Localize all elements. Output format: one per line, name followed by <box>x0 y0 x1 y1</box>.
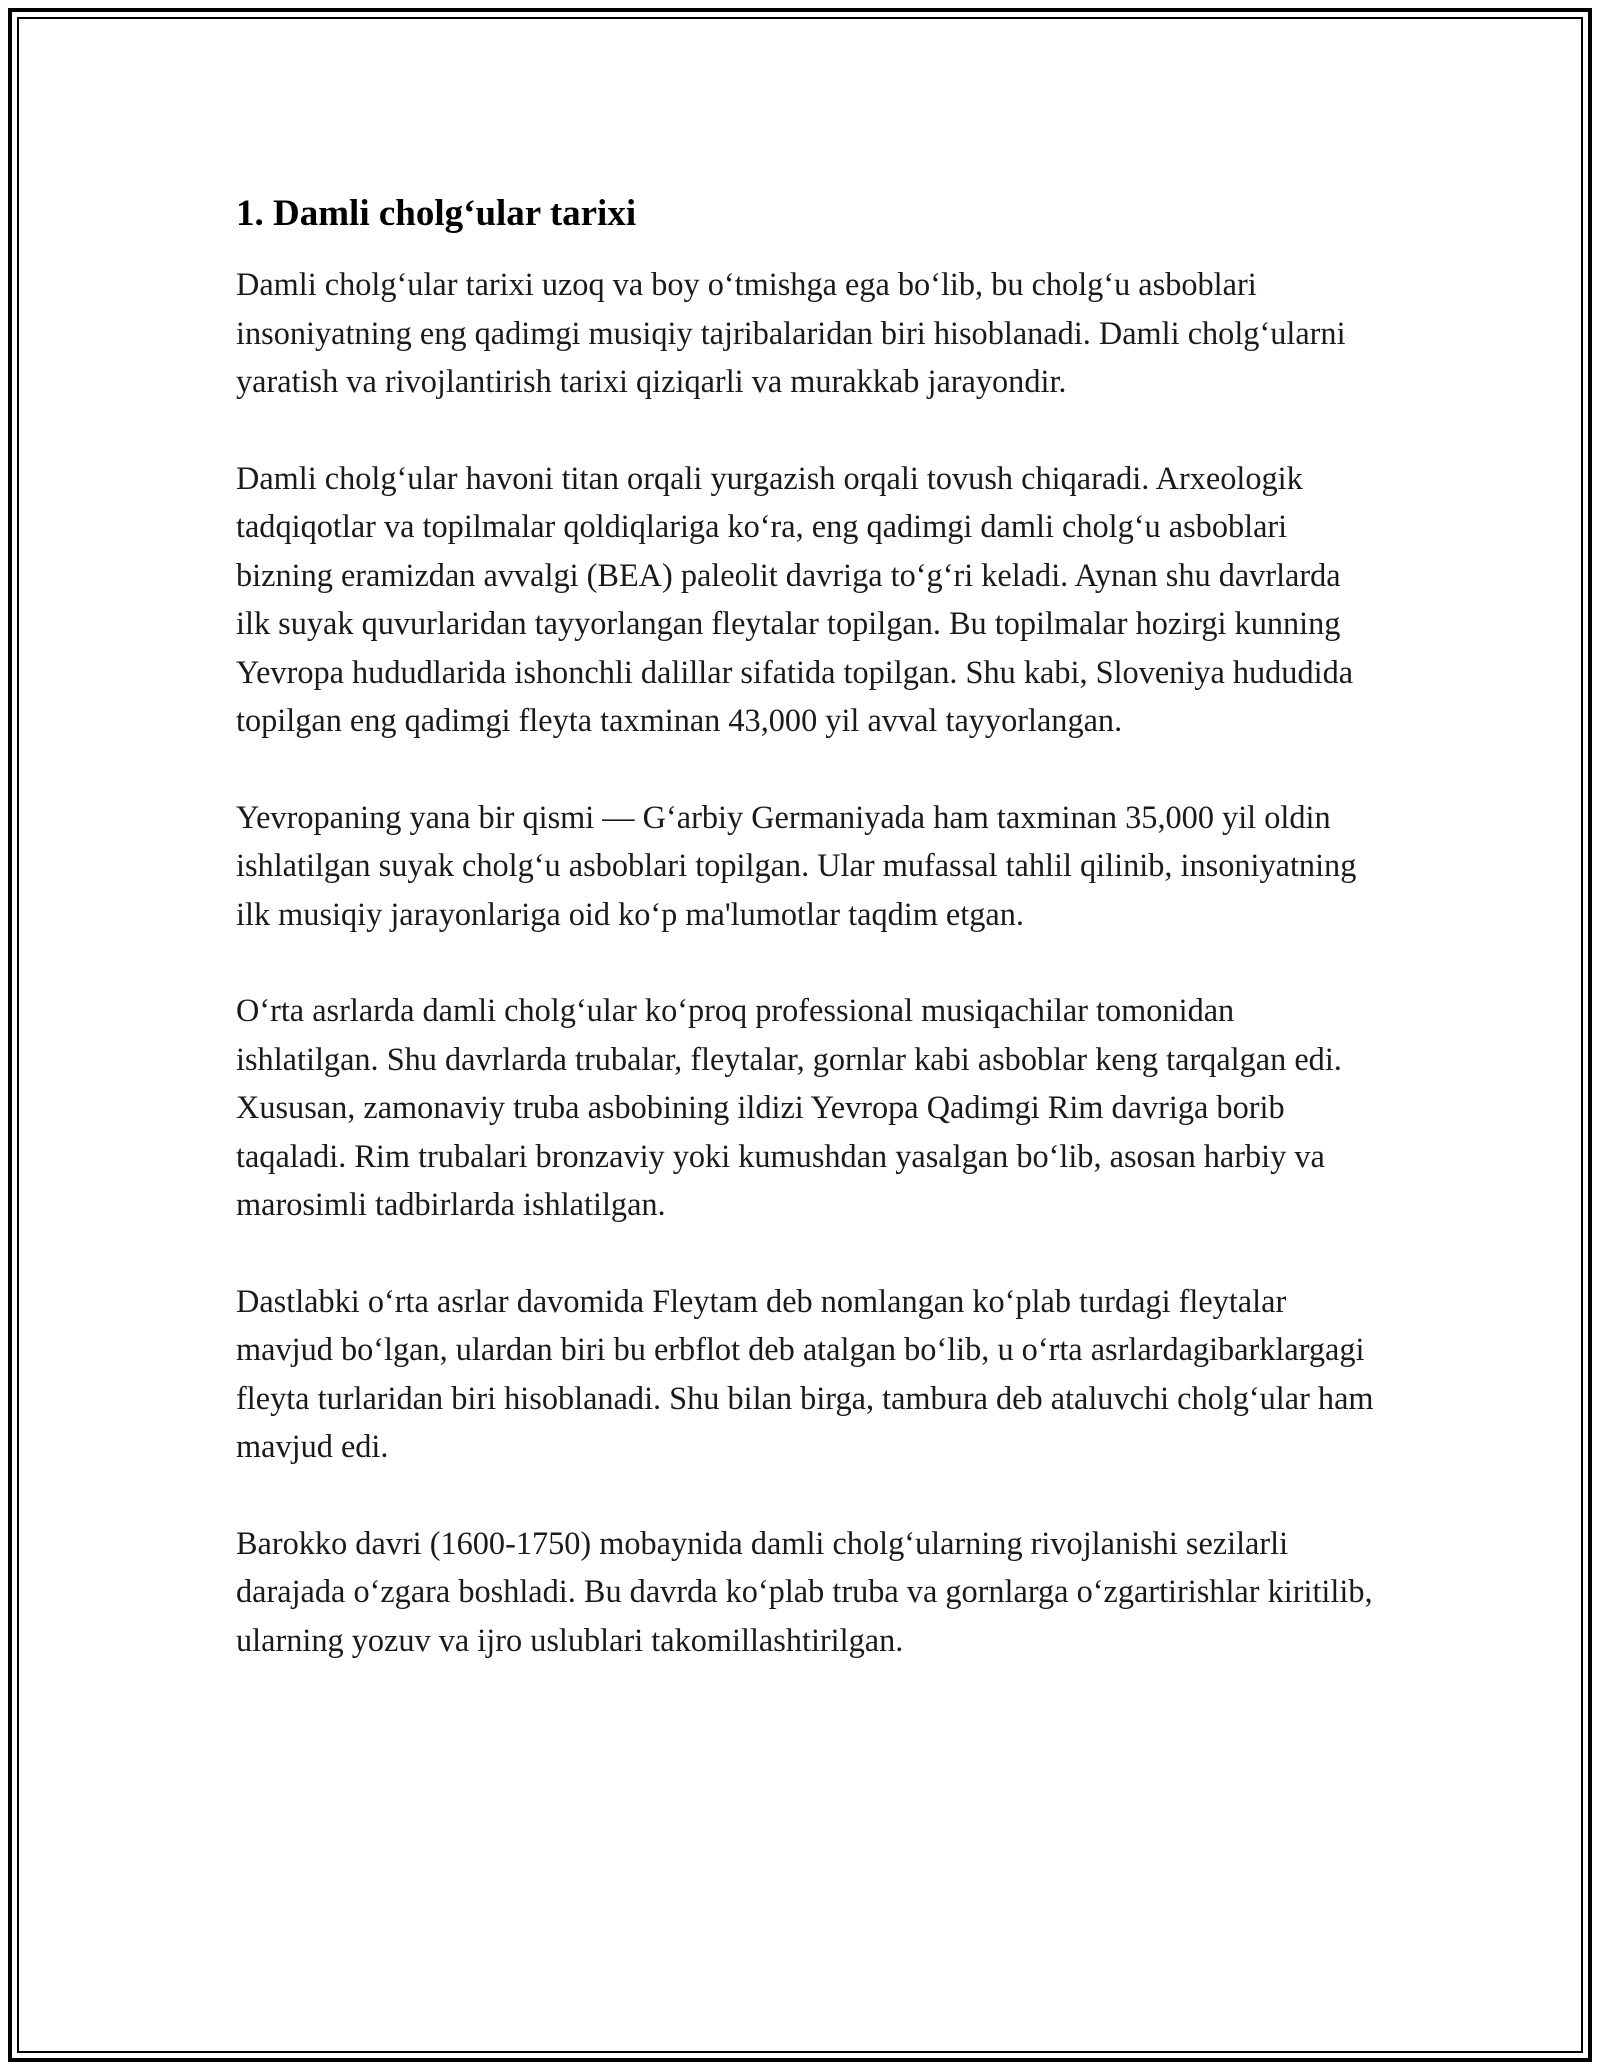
paragraph-4: O‘rta asrlarda damli cholg‘ular ko‘proq professional musiqachilar tomonidan ishlatilgan. Shu davrlarda trubalar, fleytalar, gornlar kabi asboblar keng tarqalgan edi. Xususan, zamonaviy truba asbobining ildizi Yevropa Qadimgi Rim davriga borib taqaladi. Rim trubalari bronzaviy yoki kumushdan yasalgan bo‘lib, asosan harbiy va marosimli tadbirlarda ishlatilgan. <box>236 992 1342 1222</box>
paragraph-1: Damli cholg‘ular tarixi uzoq va boy o‘tmishga ega bo‘lib, bu cholg‘u asboblari insoniyatning eng qadimgi musiqiy tajribalaridan biri hisoblanadi. Damli cholg‘ularni yaratish va rivojlantirish tarixi qiziqarli va murakkab jarayondir. <box>236 266 1346 399</box>
section-title: 1. Damli cholg‘ular tarixi <box>236 193 637 234</box>
paragraph-3: Yevropaning yana bir qismi — G‘arbiy Germaniyada ham taxminan 35,000 yil oldin ishlatilgan suyak cholg‘u asboblari topilgan. Ular mufassal tahlil qilinib, insoniyatning ilk musiqiy jarayonlariga oid ko‘p ma'lumotlar taqdim etgan. <box>236 798 1357 932</box>
document-body <box>236 188 1376 1712</box>
paragraph-5: Dastlabki o‘rta asrlar davomida Fleytam deb nomlangan ko‘plab turdagi fleytalar mavjud bo‘lgan, ulardan biri bu erbflot deb atalgan bo‘lib, u o‘rta asrlardagibarklargagi fleyta turlaridan biri hisoblanadi. Shu bilan birga, tambura deb ataluvchi cholg‘ular ham mavjud edi. <box>236 1282 1374 1464</box>
paragraph-6: Barokko davri (1600-1750) mobaynida damli cholg‘ularning rivojlanishi sezilarli darajada o‘zgara boshladi. Bu davrda ko‘plab truba va gornlarga o‘zgartirishlar kiritilib, ularning yozuv va ijro uslublari takomillashtirilgan. <box>236 1524 1373 1658</box>
paragraph-2: Damli cholg‘ular havoni titan orqali yurgazish orqali tovush chiqaradi. Arxeologik tadqiqotlar va topilmalar qoldiqlariga ko‘ra, eng qadimgi damli cholg‘u asboblari bizning eramizdan avvalgi (BEA) paleolit davriga to‘g‘ri keladi. Aynan shu davrlarda ilk suyak quvurlaridan tayyorlangan fleytalar topilgan. Bu topilmalar hozirgi kunning Yevropa hududlarida ishonchli dalillar sifatida topilgan. Shu kabi, Sloveniya hududida topilgan eng qadimgi fleyta taxminan 43,000 yil avval tayyorlangan. <box>236 459 1354 738</box>
